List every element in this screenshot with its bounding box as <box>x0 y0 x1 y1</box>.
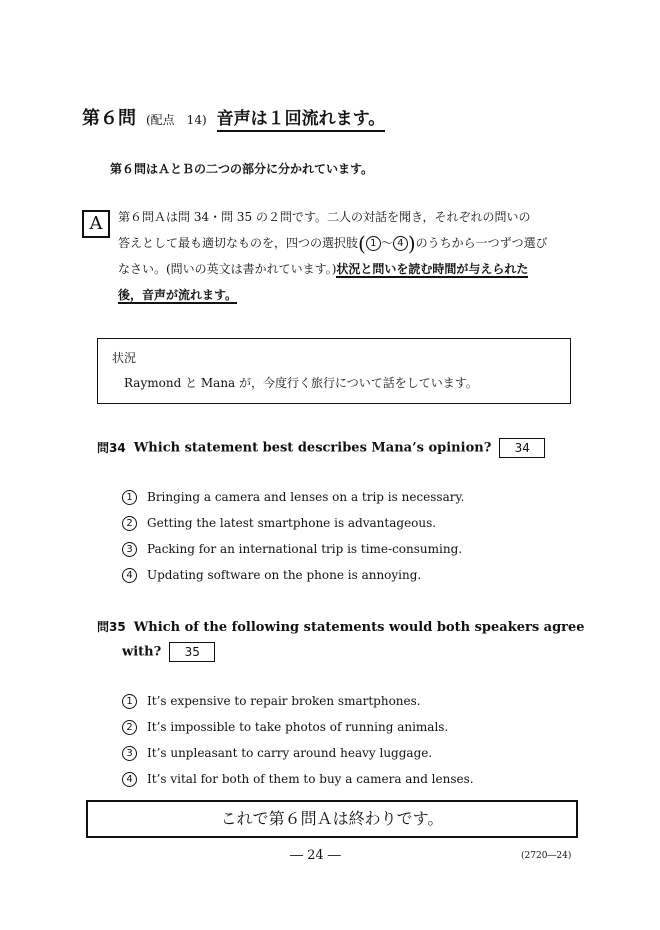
question-text: Which of the following statements would both speakers agree <box>133 620 585 635</box>
situation-label: 状況 <box>112 351 137 365</box>
answer-blank-34: 34 <box>499 438 545 458</box>
option-marker: 3 <box>122 746 137 761</box>
instruction-line-2: 答えとして最も適切なものを，四つの選択肢( 1 ～ 4 )のうちから一つずつ選び <box>118 231 548 256</box>
q34-option-3 <box>122 542 462 557</box>
choice-range-start: 1 <box>366 236 381 251</box>
situation-text: Raymond と Mana が，今度行く旅行について話をしています。 <box>124 376 478 390</box>
end-notice: これで第６問Ａは終わりです。 <box>86 800 578 838</box>
section-title: 第６問 <box>82 108 136 129</box>
question-35 <box>97 618 585 635</box>
option-marker: 1 <box>122 694 137 709</box>
instruction-line-3 <box>118 256 578 282</box>
question-34 <box>97 438 545 458</box>
q35-option-3 <box>122 746 432 761</box>
option-marker: 1 <box>122 490 137 505</box>
option-text: Bringing a camera and lenses on a trip is necessary. <box>147 490 465 504</box>
question-number: 問35 <box>97 620 126 634</box>
answer-blank-35: 35 <box>169 642 215 662</box>
q34-option-4 <box>122 568 421 583</box>
option-text: Packing for an international trip is time-consuming. <box>147 542 463 556</box>
option-text: Getting the latest smartphone is advantageous. <box>147 516 437 530</box>
instruction-line-4-emphasis: 後，音声が流れます。 <box>118 288 238 302</box>
option-marker: 4 <box>122 772 137 787</box>
section-header <box>82 104 385 130</box>
instruction-line-2-post: のうちから一つずつ選び <box>415 236 548 250</box>
option-marker: 3 <box>122 542 137 557</box>
section-points: (配点 14) <box>146 113 207 127</box>
option-marker: 2 <box>122 516 137 531</box>
question-35-line-2 <box>122 642 215 662</box>
option-marker: 2 <box>122 720 137 735</box>
option-marker: 4 <box>122 568 137 583</box>
instruction-line-2-pre: 答えとして最も適切なものを，四つの選択肢 <box>118 236 359 250</box>
part-a-label: A <box>82 210 110 238</box>
page-code: (2720―24) <box>521 851 572 861</box>
instruction-line-1: 第６問Ａは問 34・問 35 の２問です。二人の対話を聞き，それぞれの問いの <box>118 210 531 224</box>
choice-range-sep: ～ <box>380 236 393 250</box>
q34-option-2 <box>122 516 436 531</box>
option-text: It’s impossible to take photos of running animals. <box>147 720 449 734</box>
question-text-line-2: with? <box>122 644 162 660</box>
section-intro: 第６問はＡとＢの二つの部分に分かれています。 <box>110 162 374 176</box>
page-number: ― 24 ― <box>290 848 341 863</box>
q35-option-2 <box>122 720 448 735</box>
option-text: It’s vital for both of them to buy a camera and lenses. <box>147 772 474 786</box>
instruction-line-3-pre: なさい。(問いの英文は書かれています。) <box>118 262 337 276</box>
option-text: It’s unpleasant to carry around heavy luggage. <box>147 746 433 760</box>
option-text: Updating software on the phone is annoying. <box>147 568 422 582</box>
q35-option-1 <box>122 694 421 709</box>
situation-box <box>97 338 571 404</box>
instruction-line-3-emphasis: 状況と問いを読む時間が与えられた <box>336 262 529 276</box>
q34-option-1 <box>122 490 464 505</box>
audio-notice: 音声は１回流れます。 <box>217 109 386 132</box>
question-text: Which statement best describes Mana’s opinion? <box>133 440 492 456</box>
instruction-line-4 <box>118 282 578 308</box>
choice-range-end: 4 <box>393 236 408 251</box>
q35-option-4 <box>122 772 474 787</box>
option-text: It’s expensive to repair broken smartphones. <box>147 694 421 708</box>
question-number: 問34 <box>97 440 126 455</box>
